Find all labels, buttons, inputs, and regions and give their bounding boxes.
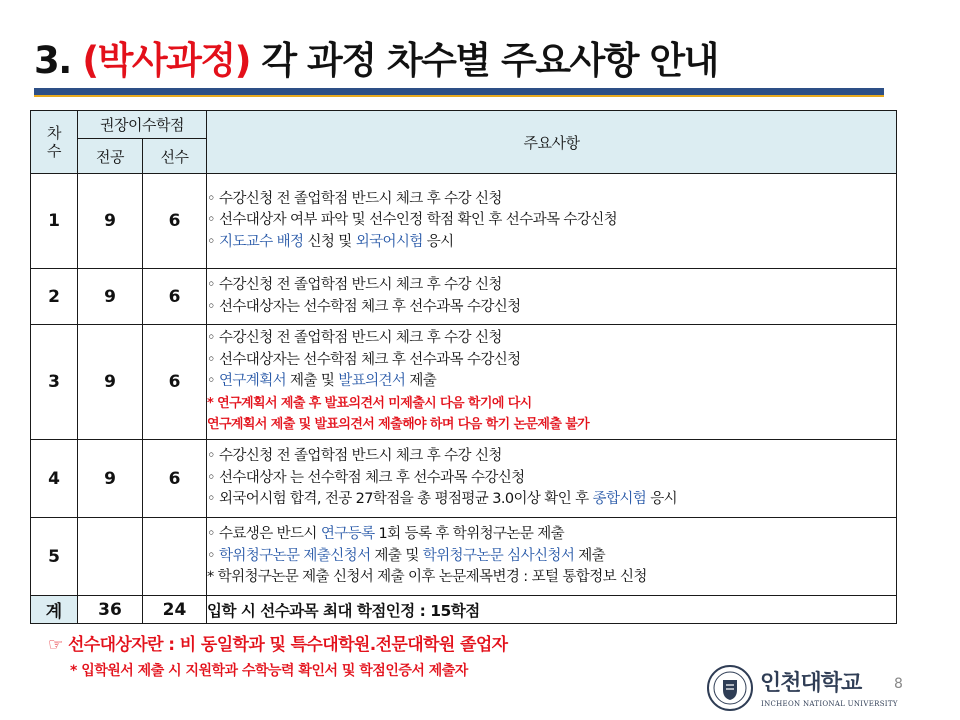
row-prereq: 6 — [143, 440, 207, 518]
note-line — [207, 468, 896, 490]
table-row — [31, 269, 897, 325]
university-seal-icon — [706, 664, 754, 712]
note-line — [207, 546, 896, 568]
note-line — [207, 189, 896, 211]
note-text: 제출 — [574, 547, 606, 564]
note-line — [207, 446, 896, 468]
note-text: ◦ 선수대상자 여부 파악 및 선수인정 학점 확인 후 선수과목 수강신청 — [207, 212, 618, 229]
row-order: 4 — [31, 440, 78, 518]
header-order — [31, 111, 78, 174]
total-prereq: 24 — [143, 596, 207, 624]
note-text: ◦ — [207, 233, 219, 250]
warning-text: * 연구계획서 제출 후 발표의견서 미제출시 다음 학기에 다시 — [207, 395, 532, 411]
highlight-term: 학위청구논문 제출신청서 — [218, 547, 371, 564]
note-line — [207, 210, 896, 232]
note-text: ◦ — [207, 547, 219, 564]
header-major: 전공 — [78, 139, 143, 174]
total-major: 36 — [78, 596, 143, 624]
highlight-term: 발표의견서 — [338, 373, 406, 390]
row-prereq — [143, 518, 207, 596]
note-text: * 학위청구논문 제출 신청서 제출 이후 논문제목변경 : 포털 통합정보 신청 — [207, 569, 647, 586]
row-order: 5 — [31, 518, 78, 596]
total-note: 입학 시 선수과목 최대 학점인정 : 15학점 — [207, 596, 897, 624]
note-prereq-detail: * 입학원서 제출 시 지원학과 수학능력 확인서 및 학점인증서 제출자 — [70, 663, 468, 679]
highlight-term: 연구계획서 — [218, 373, 287, 390]
note-text: ◦ 외국어시험 합격, 전공 27학점을 총 평점평균 3.0이상 확인 후 — [207, 491, 593, 508]
university-logo — [706, 664, 898, 714]
note-line — [207, 275, 896, 297]
header-main: 주요사항 — [207, 111, 897, 174]
row-prereq: 6 — [143, 269, 207, 325]
note-prereq-definition: ☞ 선수대상자란 : 비 동일학과 및 특수대학원.전문대학원 졸업자 — [48, 635, 508, 655]
row-prereq: 6 — [143, 325, 207, 440]
note-line — [207, 414, 896, 436]
note-text: 1회 등록 후 학위청구논문 제출 — [374, 526, 565, 543]
table-row — [31, 325, 897, 440]
header-prereq: 선수 — [143, 139, 207, 174]
note-text: ◦ 선수대상자 는 선수학점 체크 후 선수과목 수강신청 — [207, 469, 525, 486]
note-line — [207, 350, 896, 372]
table-row — [31, 174, 897, 269]
row-notes — [207, 518, 897, 596]
table-row — [31, 518, 897, 596]
table-row — [31, 440, 897, 518]
note-line — [207, 232, 896, 254]
note-line — [207, 489, 896, 511]
title-rest: 각 과정 차수별 주요사항 안내 — [261, 39, 718, 82]
header-credits: 권장이수학점 — [78, 111, 207, 139]
university-name: 인천대학교 — [760, 671, 862, 696]
note-text: 응시 — [646, 491, 678, 508]
row-prereq: 6 — [143, 174, 207, 269]
note-text: 제출 — [405, 373, 437, 390]
university-english-name: INCHEON NATIONAL UNIVERSITY — [761, 700, 898, 708]
row-notes — [207, 174, 897, 269]
total-label: 계 — [31, 596, 78, 624]
page-title — [34, 30, 718, 84]
note-line — [207, 371, 896, 393]
title-number: 3. — [34, 39, 71, 82]
note-text: 제출 및 — [370, 547, 423, 564]
title-highlight: (박사과정) — [82, 39, 250, 82]
course-table — [30, 110, 897, 624]
note-line — [207, 328, 896, 350]
title-underline — [34, 88, 884, 97]
page-number: 8 — [894, 676, 903, 692]
note-text: ◦ 선수대상자는 선수학점 체크 후 선수과목 수강신청 — [207, 298, 521, 315]
note-line — [207, 524, 896, 546]
note-line — [207, 567, 896, 589]
row-major: 9 — [78, 440, 143, 518]
highlight-term: 지도교수 배정 — [218, 233, 304, 250]
row-order: 1 — [31, 174, 78, 269]
row-order: 3 — [31, 325, 78, 440]
row-major: 9 — [78, 325, 143, 440]
row-notes — [207, 269, 897, 325]
highlight-term: 종합시험 — [592, 491, 647, 508]
note-text: ◦ 수료생은 반드시 — [207, 526, 321, 543]
note-text: ◦ 수강신청 전 졸업학점 반드시 체크 후 수강 신청 — [207, 330, 502, 347]
row-notes — [207, 440, 897, 518]
note-text: ◦ 수강신청 전 졸업학점 반드시 체크 후 수강 신청 — [207, 190, 502, 207]
note-text: ◦ 수강신청 전 졸업학점 반드시 체크 후 수강 신청 — [207, 277, 502, 293]
note-text: ◦ — [207, 373, 219, 390]
highlight-term: 외국어시험 — [355, 233, 423, 250]
note-text: 신청 및 — [303, 233, 356, 250]
note-text: ◦ 수강신청 전 졸업학점 반드시 체크 후 수강 신청 — [207, 448, 502, 465]
row-major: 9 — [78, 269, 143, 325]
note-line — [207, 297, 896, 319]
row-major — [78, 518, 143, 596]
row-order: 2 — [31, 269, 78, 325]
note-text: 응시 — [422, 233, 454, 250]
row-notes — [207, 325, 897, 440]
highlight-term: 연구등록 — [320, 526, 375, 543]
warning-text: 연구계획서 제출 및 발표의견서 제출해야 하며 다음 학기 논문제출 불가 — [207, 417, 590, 433]
note-line — [207, 393, 896, 415]
highlight-term: 학위청구논문 심사신청서 — [422, 547, 575, 564]
header-order-label: 차 수 — [47, 124, 61, 160]
note-text: ◦ 선수대상자는 선수학점 체크 후 선수과목 수강신청 — [207, 351, 521, 368]
note-text: 제출 및 — [286, 373, 339, 390]
row-major: 9 — [78, 174, 143, 269]
